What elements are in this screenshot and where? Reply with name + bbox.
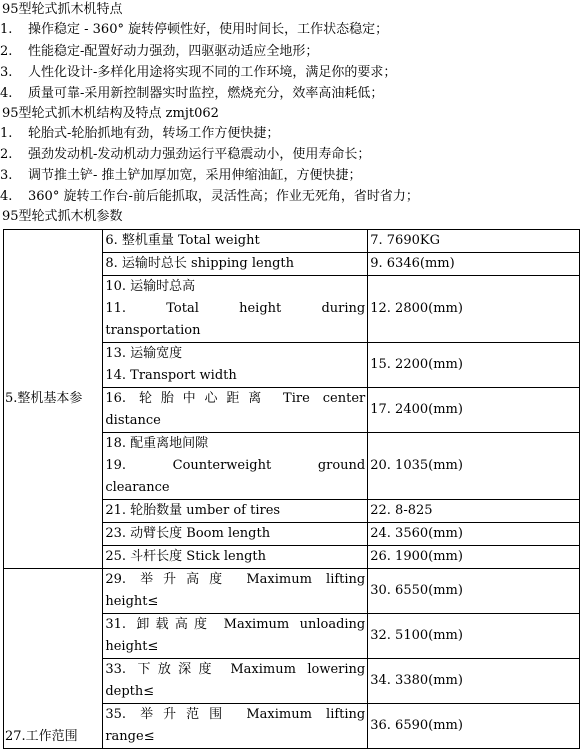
param-value: 22. 8-825: [368, 500, 580, 523]
param-value: 34. 3380(mm): [368, 659, 580, 704]
param-name: 23. 动臂长度 Boom length: [103, 523, 368, 546]
structure-item: 2. 强劲发动机-发动机动力强劲运行平稳震动小，使用寿命长；: [0, 147, 371, 162]
param-name: 33. 下放深度 Maximum lowering depth≤: [103, 659, 368, 704]
spec-table: [3, 229, 580, 749]
feature-item: 3. 人性化设计-多样化用途将实现不同的工作环境，满足你的要求；: [0, 65, 397, 80]
param-name: 16. 轮胎中心距离 Tire center distance: [103, 388, 368, 433]
param-value: 20. 1035(mm): [368, 433, 580, 500]
intro-title-params: 95型轮式抓木机参数: [2, 209, 123, 224]
param-name: 31. 卸载高度 Maximum unloading height≤: [103, 614, 368, 659]
param-value: 36. 6590(mm): [368, 704, 580, 749]
param-name: 18. 配重离地间隙 19. Counterweight ground clearance: [103, 433, 368, 500]
param-value: 24. 3560(mm): [368, 523, 580, 546]
intro-title-features: 95型轮式抓木机特点: [2, 2, 123, 17]
param-name: 8. 运输时总长 shipping length: [103, 253, 368, 276]
param-value: 30. 6550(mm): [368, 569, 580, 614]
param-name: 25. 斗杆长度 Stick length: [103, 546, 368, 569]
feature-item: 4. 质量可靠-采用新控制器实时监控，燃烧充分，效率高油耗低；: [0, 86, 384, 101]
param-value: 32. 5100(mm): [368, 614, 580, 659]
structure-item: 1. 轮胎式-轮胎抓地有劲，转场工作方便快捷；: [0, 126, 280, 141]
group-label-basic: 5.整机基本参: [4, 230, 103, 569]
param-name: 10. 运输时总高 11. Total height during transportation: [103, 276, 368, 343]
param-value: 9. 6346(mm): [368, 253, 580, 276]
param-name: 21. 轮胎数量 umber of tires: [103, 500, 368, 523]
param-name: 29. 举升高度 Maximum lifting height≤: [103, 569, 368, 614]
param-name: 6. 整机重量 Total weight: [103, 230, 368, 253]
param-name: 13. 运输宽度 14. Transport width: [103, 343, 368, 388]
structure-item: 3. 调节推土铲- 推土铲加厚加宽，采用伸缩油缸，方便快捷；: [0, 168, 362, 183]
param-value: 17. 2400(mm): [368, 388, 580, 433]
param-name: 35. 举升范围 Maximum lifting range≤: [103, 704, 368, 749]
param-value: 15. 2200(mm): [368, 343, 580, 388]
param-value: 7. 7690KG: [368, 230, 580, 253]
feature-item: 1. 操作稳定 - 360° 旋转停顿性好，使用时间长，工作状态稳定；: [0, 22, 389, 37]
param-value: 12. 2800(mm): [368, 276, 580, 343]
group-label-working-range: 27.工作范围: [4, 569, 103, 749]
table-row: [4, 569, 580, 614]
table-row: [4, 230, 580, 253]
feature-item: 2. 性能稳定-配置好动力强劲，四驱驱动适应全地形；: [0, 44, 319, 59]
structure-item: 4. 360° 旋转工作台-前后能抓取，灵活性高；作业无死角，省时省力；: [0, 189, 419, 204]
param-value: 26. 1900(mm): [368, 546, 580, 569]
intro-title-structure: 95型轮式抓木机结构及特点 zmjt062: [2, 106, 219, 121]
